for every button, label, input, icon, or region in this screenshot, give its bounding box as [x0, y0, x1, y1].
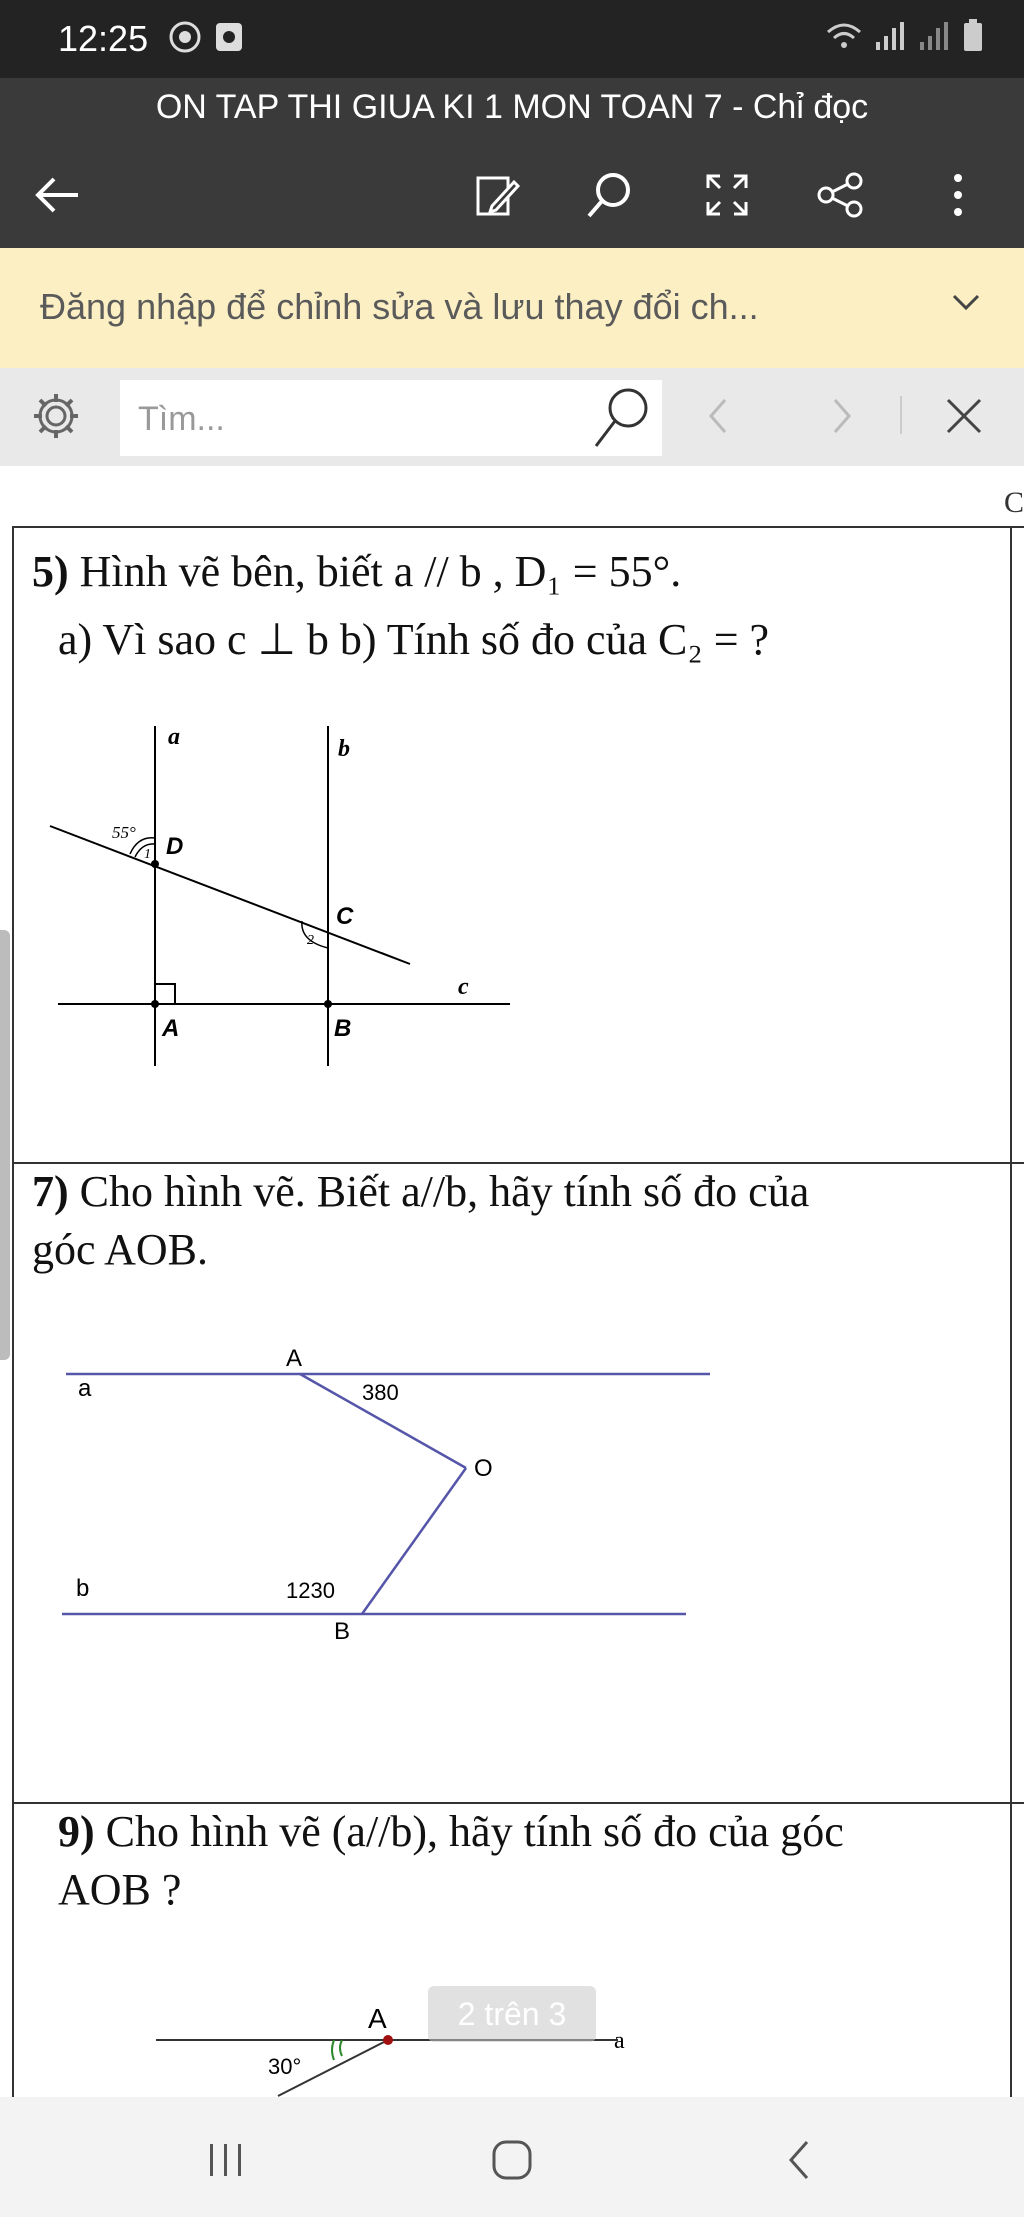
line-label-b: b — [76, 1575, 90, 1602]
angle-label-B: 1230 — [286, 1578, 335, 1603]
find-divider — [900, 396, 902, 434]
question-9-line2: AOB ? — [58, 1865, 182, 1914]
angle-index-1: 1 — [144, 847, 151, 862]
line-label-a: a — [168, 724, 180, 750]
gallery-icon — [214, 20, 244, 54]
table-row-divider — [12, 1802, 1024, 1804]
question-5-line2: a) Vì sao c ⊥ b b) Tính số đo của C₂ = ? — [58, 615, 770, 664]
question-7-number: 7) — [32, 1167, 69, 1216]
signal-icon-2 — [918, 18, 952, 52]
point-O: O — [474, 1455, 493, 1482]
point-B: B — [334, 1618, 351, 1645]
table-border — [12, 526, 1024, 528]
point-A: A — [368, 2003, 387, 2034]
table-row-divider — [12, 1162, 1024, 1164]
battery-icon — [962, 18, 984, 52]
angle-label-30: 30° — [268, 2054, 302, 2079]
question-5-number: 5) — [32, 547, 69, 596]
find-settings-button[interactable] — [30, 390, 82, 447]
status-bar — [0, 0, 1024, 78]
line-label-a: a — [78, 1375, 92, 1402]
page-indicator: 2 trên 3 — [428, 1986, 596, 2042]
point-A: A — [162, 1015, 180, 1042]
share-icon — [816, 171, 864, 219]
find-search-icon — [592, 384, 652, 450]
more-vertical-icon — [950, 172, 966, 218]
angle-index-2: 2 — [307, 933, 314, 948]
banner-text: Đăng nhập để chỉnh sửa và lưu thay đổi ch... — [40, 286, 759, 327]
recent-apps-button[interactable] — [186, 2130, 266, 2190]
question-9-number: 9) — [58, 1807, 95, 1856]
chevron-down-icon[interactable] — [948, 284, 984, 320]
point-B: B — [334, 1015, 352, 1042]
signal-icon — [874, 18, 908, 52]
wifi-icon — [824, 18, 864, 52]
point-A: A — [286, 1345, 303, 1372]
share-button[interactable] — [805, 160, 875, 230]
find-previous-button[interactable] — [688, 386, 748, 446]
question-9-line1: 9) Cho hình vẽ (a//b), hãy tính số đo của góc — [58, 1807, 844, 1856]
angle-label-A: 380 — [362, 1380, 399, 1405]
question-5-line1: 5) Hình vẽ bên, biết a // b , D₁ = 55°. — [32, 547, 682, 596]
home-icon — [490, 2138, 534, 2182]
close-icon — [944, 396, 984, 436]
fullscreen-icon — [704, 172, 750, 218]
fullscreen-button[interactable] — [692, 160, 762, 230]
back-nav-button[interactable] — [760, 2130, 840, 2190]
angle-label-55: 55° — [112, 823, 136, 842]
back-button[interactable] — [22, 160, 92, 230]
point-C: C — [336, 903, 354, 930]
line-label-c: c — [458, 974, 469, 1000]
back-chevron-icon — [785, 2138, 815, 2182]
chevron-left-icon — [703, 396, 733, 436]
find-placeholder: Tìm... — [138, 400, 225, 438]
edit-icon — [474, 172, 520, 218]
edit-button[interactable] — [462, 160, 532, 230]
sign-in-banner[interactable] — [0, 248, 1024, 368]
document-title: ON TAP THI GIUA KI 1 MON TOAN 7 - Chỉ đọc — [155, 88, 869, 126]
more-options-button[interactable] — [923, 160, 993, 230]
find-close-button[interactable] — [934, 386, 994, 446]
home-button[interactable] — [472, 2130, 552, 2190]
question-7-line1: 7) Cho hình vẽ. Biết a//b, hãy tính số đo của — [32, 1167, 810, 1216]
search-icon — [585, 170, 635, 220]
back-arrow-icon — [32, 175, 82, 215]
question-7-line2: góc AOB. — [32, 1225, 208, 1274]
status-time: 12:25 — [58, 18, 149, 59]
chevron-right-icon — [827, 396, 857, 436]
point-D: D — [166, 833, 184, 860]
figure-q7 — [50, 1338, 730, 1645]
line-label-a: a — [614, 2028, 625, 2054]
find-next-button[interactable] — [812, 386, 872, 446]
figure-q5 — [40, 726, 520, 1066]
chrome-icon — [168, 20, 202, 54]
line-label-b: b — [338, 736, 350, 762]
gear-icon — [30, 390, 82, 442]
side-panel-handle[interactable] — [0, 930, 10, 1360]
clipped-text: C — [1003, 486, 1024, 519]
recent-apps-icon — [206, 2140, 246, 2180]
document-view[interactable] — [0, 466, 1024, 2096]
search-button[interactable] — [575, 160, 645, 230]
